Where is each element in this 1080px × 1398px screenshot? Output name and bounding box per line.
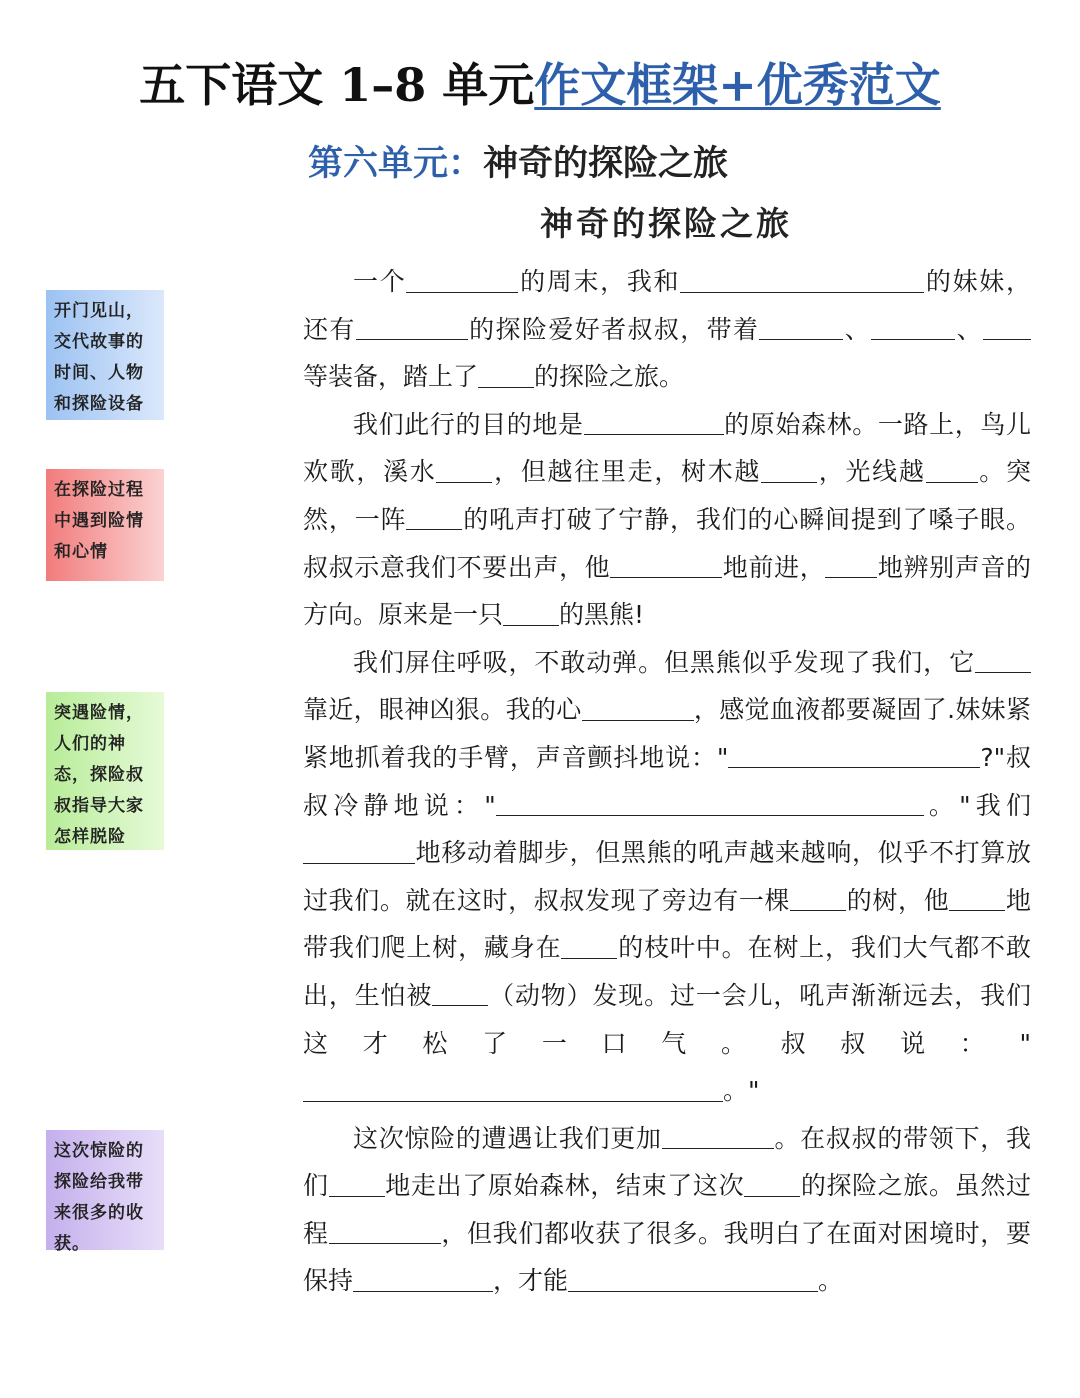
fill-blank	[584, 409, 724, 435]
fill-blank	[353, 1266, 493, 1292]
fill-blank	[406, 504, 462, 530]
fill-blank	[871, 314, 955, 340]
page-title	[0, 55, 1080, 115]
fill-blank	[680, 267, 924, 293]
paragraph-2	[303, 401, 1031, 639]
essay-title: 神奇的探险之旅	[540, 204, 792, 243]
paragraph-4	[303, 1115, 1031, 1305]
unit-heading	[308, 140, 728, 188]
fill-blank	[868, 790, 924, 816]
paragraph-1	[303, 258, 1031, 401]
essay-text: 的探险爱好者叔叔，带着	[467, 314, 760, 344]
fill-blank	[561, 933, 617, 959]
essay-text: 等装备，踏上了	[303, 362, 479, 392]
essay-text: 地带我们爬上树，藏身在	[303, 885, 1031, 963]
fill-blank	[329, 1218, 441, 1244]
fill-blank	[926, 457, 978, 483]
fill-blank	[790, 885, 846, 911]
essay-body	[303, 258, 1031, 1305]
essay-text: 、	[955, 314, 983, 344]
fill-blank	[436, 457, 492, 483]
essay-text: 的树，他	[846, 885, 950, 915]
unit-label: 第六单元：	[308, 144, 484, 184]
essay-text: 我们屏住呼吸，不敢动弹。但黑熊似乎发现了我们，它	[353, 647, 975, 677]
side-note-danger: 在探险过程中遇到险情和心情	[46, 469, 164, 581]
fill-blank	[662, 1123, 774, 1149]
fill-blank	[868, 742, 980, 768]
essay-text: 的周末，我和	[518, 267, 681, 296]
essay-text: ，才能	[493, 1266, 569, 1296]
title-main: 五下语文 1–8 单元	[139, 58, 535, 112]
essay-text: 这次惊险的遭遇让我们更加	[353, 1123, 662, 1153]
essay-text: 、	[843, 314, 872, 344]
essay-text: 的黑熊!	[559, 600, 645, 630]
essay-text: ，但越往里走，树木越	[492, 457, 762, 487]
fill-blank	[356, 314, 468, 340]
side-note-harvest: 这次惊险的探险给我带来很多的收获。	[46, 1130, 164, 1250]
fill-blank	[432, 980, 488, 1006]
fill-blank	[610, 552, 722, 578]
fill-blank	[825, 552, 877, 578]
fill-blank	[582, 695, 694, 721]
side-note-opening: 开门见山，交代故事的时间、人物和探险设备	[46, 290, 164, 420]
fill-blank	[568, 1266, 818, 1292]
essay-text: 地移动着脚步，但黑熊的吼声越来越响，似乎不打算放过我们。就在这时，叔叔发现了旁边有一棵	[303, 838, 1031, 915]
essay-text: 的妹妹，还有	[303, 267, 1031, 344]
essay-text: ?"叔叔冷静地说："	[303, 742, 1031, 820]
fill-blank	[303, 838, 415, 864]
essay-text: 靠近，眼神凶狠。我的心	[303, 695, 582, 725]
fill-blank	[744, 1171, 800, 1197]
essay-text: 。	[818, 1266, 844, 1296]
paragraph-3	[303, 639, 1031, 1115]
fill-blank	[983, 314, 1031, 340]
side-note-escape: 突遇险情，人们的神态，探险叔叔指导大家怎样脱险	[46, 692, 164, 850]
essay-text: 的探险之旅。虽然过程	[303, 1171, 1031, 1248]
fill-blank	[761, 457, 817, 483]
essay-text: 一个	[353, 267, 407, 296]
essay-text: 。"我们	[923, 790, 1032, 820]
essay-text: ，光线越	[817, 457, 926, 487]
fill-blank	[975, 647, 1031, 673]
title-highlight: 作文框架+优秀范文	[534, 58, 941, 112]
essay-text: ，感觉血液都要凝固了.妹妹紧紧地抓着我的手臂，声音颤抖地说："	[303, 695, 1031, 772]
essay-text: 。在叔叔的带领下，我们	[303, 1123, 1031, 1201]
essay-text: 的吼声打破了宁静，我们的心瞬间提到了嗓子眼。叔叔示意我们不要出声，他	[303, 504, 1031, 582]
unit-topic: 神奇的探险之旅	[483, 144, 729, 184]
fill-blank	[303, 1076, 723, 1102]
fill-blank	[478, 362, 534, 388]
essay-text: 地辨别声音的方向。原来是一只	[303, 552, 1031, 630]
essay-text: （动物）发现。过一会儿，吼声渐渐远去，我们这才松了一口气。叔叔说："	[303, 980, 1031, 1058]
essay-text: 的原始森林。一路上，鸟儿欢歌，溪水	[303, 409, 1031, 487]
essay-text: 的探险之旅。	[534, 362, 685, 392]
essay-text: ，但我们都收获了很多。我明白了在面对困境时，要保持	[303, 1218, 1031, 1296]
essay-text: 。"	[723, 1076, 760, 1106]
essay-text: 地走出了原始森林，结束了这次	[384, 1171, 745, 1201]
essay-text: 。突然，一阵	[303, 457, 1031, 534]
fill-blank	[949, 885, 1005, 911]
essay-text: 地前进，	[722, 552, 826, 582]
essay-text: 的枝叶中。在树上，我们大气都不敢出，生怕被	[303, 933, 1031, 1010]
fill-blank	[329, 1171, 385, 1197]
fill-blank	[496, 790, 868, 816]
essay-text: 我们此行的目的地是	[353, 409, 584, 439]
fill-blank	[503, 600, 559, 626]
fill-blank	[406, 267, 518, 293]
fill-blank	[759, 314, 843, 340]
fill-blank	[728, 742, 868, 768]
